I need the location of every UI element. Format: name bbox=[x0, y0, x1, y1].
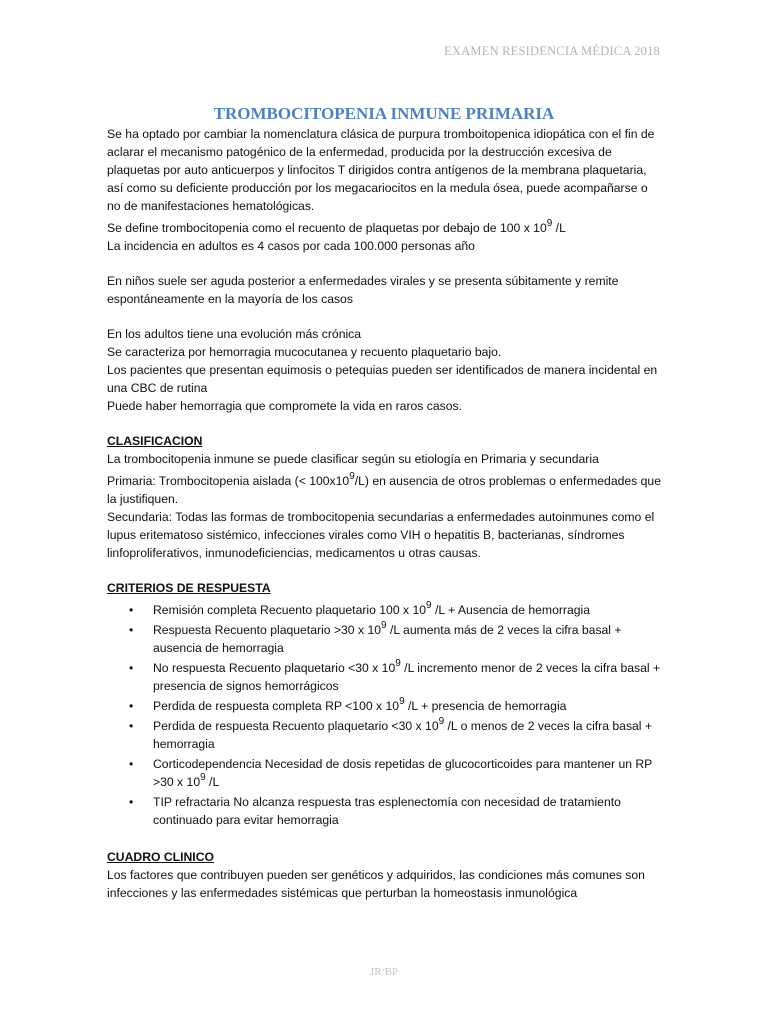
definition-unit: /L bbox=[552, 221, 566, 235]
criteria-text: TIP refractaria No alcanza respuesta tras esplenectomía con necesidad de tratamiento continuado para evitar hemorragia bbox=[153, 795, 621, 827]
primary-exponent: 9 bbox=[349, 471, 355, 482]
adults-line-2: Se caracteriza por hemorragia mucocutanea y recuento plaquetario bajo. bbox=[107, 345, 502, 359]
incidence-line: La incidencia en adultos es 4 casos por cada 100.000 personas año bbox=[107, 239, 475, 253]
criteria-exponent: 9 bbox=[426, 600, 432, 611]
criteria-item bbox=[107, 793, 663, 829]
criteria-text: No respuesta Recuento plaquetario <30 x 10 bbox=[153, 661, 396, 675]
adults-line-4: Puede haber hemorragia que compromete la vida en raros casos. bbox=[107, 399, 462, 413]
criteria-text: Remisión completa Recuento plaquetario 100 x 10 bbox=[153, 603, 427, 617]
criteria-exponent: 9 bbox=[395, 658, 401, 669]
criteria-item bbox=[107, 697, 663, 715]
criteria-exponent: 9 bbox=[438, 716, 445, 727]
criteria-exponent: 9 bbox=[381, 620, 387, 631]
clinical-heading: CUADRO CLINICO bbox=[107, 850, 214, 864]
bullet-icon: • bbox=[129, 699, 134, 713]
adults-line-3: Los pacientes que presentan equimosis o petequias pueden ser identificados de manera incidental en una CBC de rutina bbox=[107, 363, 658, 395]
intro-paragraph: Se ha optado por cambiar la nomenclatura clásica de purpura tromboitopenica idiopática con el fin de aclarar el mecanismo patogénico de la enfermedad, producida por la destrucción excesiva de plaquetas por auto anticuerpos y linfocitos T dirigidos contra antígenos de la membrana plaquetaria, así como su deficiente producción por los megacariocitos en la medula ósea, puede acompañarse o no de manifestaciones hematológicas. bbox=[107, 127, 655, 213]
bullet-icon: • bbox=[129, 719, 134, 733]
criteria-text-end: /L o menos de 2 veces la cifra basal + hemorragia bbox=[153, 719, 653, 751]
definition-exponent: 9 bbox=[546, 218, 553, 229]
criteria-text: Perdida de respuesta Recuento plaquetario <30 x 10 bbox=[153, 719, 439, 733]
definition-text: Se define trombocitopenia como el recuento de plaquetas por debajo de 100 x 10 bbox=[107, 221, 547, 235]
criteria-heading: CRITERIOS DE RESPUESTA bbox=[107, 581, 271, 595]
page-footer: JR/BP bbox=[369, 966, 399, 978]
bullet-icon: • bbox=[129, 623, 134, 637]
bullet-icon: • bbox=[129, 603, 134, 617]
criteria-text-end: /L bbox=[205, 775, 220, 789]
criteria-exponent: 9 bbox=[200, 772, 206, 783]
criteria-text-end: /L + presencia de hemorragia bbox=[404, 699, 567, 713]
definition-line bbox=[107, 219, 663, 237]
classification-secondary: Secundaria: Todas las formas de trombocitopenia secundarias a enfermedades autoinmunes como el lupus eritematoso sistémico, infecciones virales como VIH o hepatitis B, bacterianas, síndromes linfoproliferativos, inmunodeficiencias, medicamentos u otras causas. bbox=[107, 510, 655, 560]
classification-intro: La trombocitopenia inmune se puede clasificar según su etiología en Primaria y secundaria bbox=[107, 452, 599, 466]
children-paragraph: En niños suele ser aguda posterior a enfermedades virales y se presenta súbitamente y remite espontáneamente en la mayoría de los casos bbox=[107, 274, 619, 306]
primary-text-end: /L) en ausencia de otros problemas o enfermedades que la justifiquen. bbox=[107, 474, 661, 506]
criteria-text: Perdida de respuesta completa RP <100 x 10 bbox=[153, 699, 400, 713]
criteria-text-end: /L + Ausencia de hemorragia bbox=[431, 603, 591, 617]
document-title: TROMBOCITOPENIA INMUNE PRIMARIA bbox=[213, 104, 555, 123]
classification-heading: CLASIFICACION bbox=[107, 434, 203, 448]
criteria-text-end: /L aumenta más de 2 veces la cifra basal + ausencia de hemorragia bbox=[153, 623, 622, 655]
criteria-text: Respuesta Recuento plaquetario >30 x 10 bbox=[153, 623, 381, 637]
document-body bbox=[107, 125, 663, 902]
bullet-icon: • bbox=[129, 757, 134, 771]
criteria-item bbox=[107, 621, 663, 657]
adults-line-1: En los adultos tiene una evolución más crónica bbox=[107, 327, 362, 341]
primary-text: Primaria: Trombocitopenia aislada (< 100x10 bbox=[107, 474, 350, 488]
clinical-paragraph: Los factores que contribuyen pueden ser genéticos y adquiridos, las condiciones más comunes son infecciones y las enfermedades sistémicas que perturban la homeostasis inmunológica bbox=[107, 868, 645, 900]
criteria-text: Corticodependencia Necesidad de dosis repetidas de glucocorticoides para mantener un RP >30 x 10 bbox=[153, 757, 653, 789]
criteria-item bbox=[107, 755, 663, 791]
criteria-item bbox=[107, 717, 663, 753]
bullet-icon: • bbox=[129, 795, 134, 809]
criteria-exponent: 9 bbox=[399, 696, 405, 707]
classification-primary bbox=[107, 472, 663, 508]
criteria-item bbox=[107, 601, 663, 619]
criteria-list bbox=[107, 601, 663, 829]
criteria-item bbox=[107, 659, 663, 695]
page-header: EXAMEN RESIDENCIA MÉDICA 2018 bbox=[444, 44, 660, 58]
bullet-icon: • bbox=[129, 661, 134, 675]
criteria-text-end: /L incremento menor de 2 veces la cifra basal + presencia de signos hemorrágicos bbox=[153, 661, 661, 693]
